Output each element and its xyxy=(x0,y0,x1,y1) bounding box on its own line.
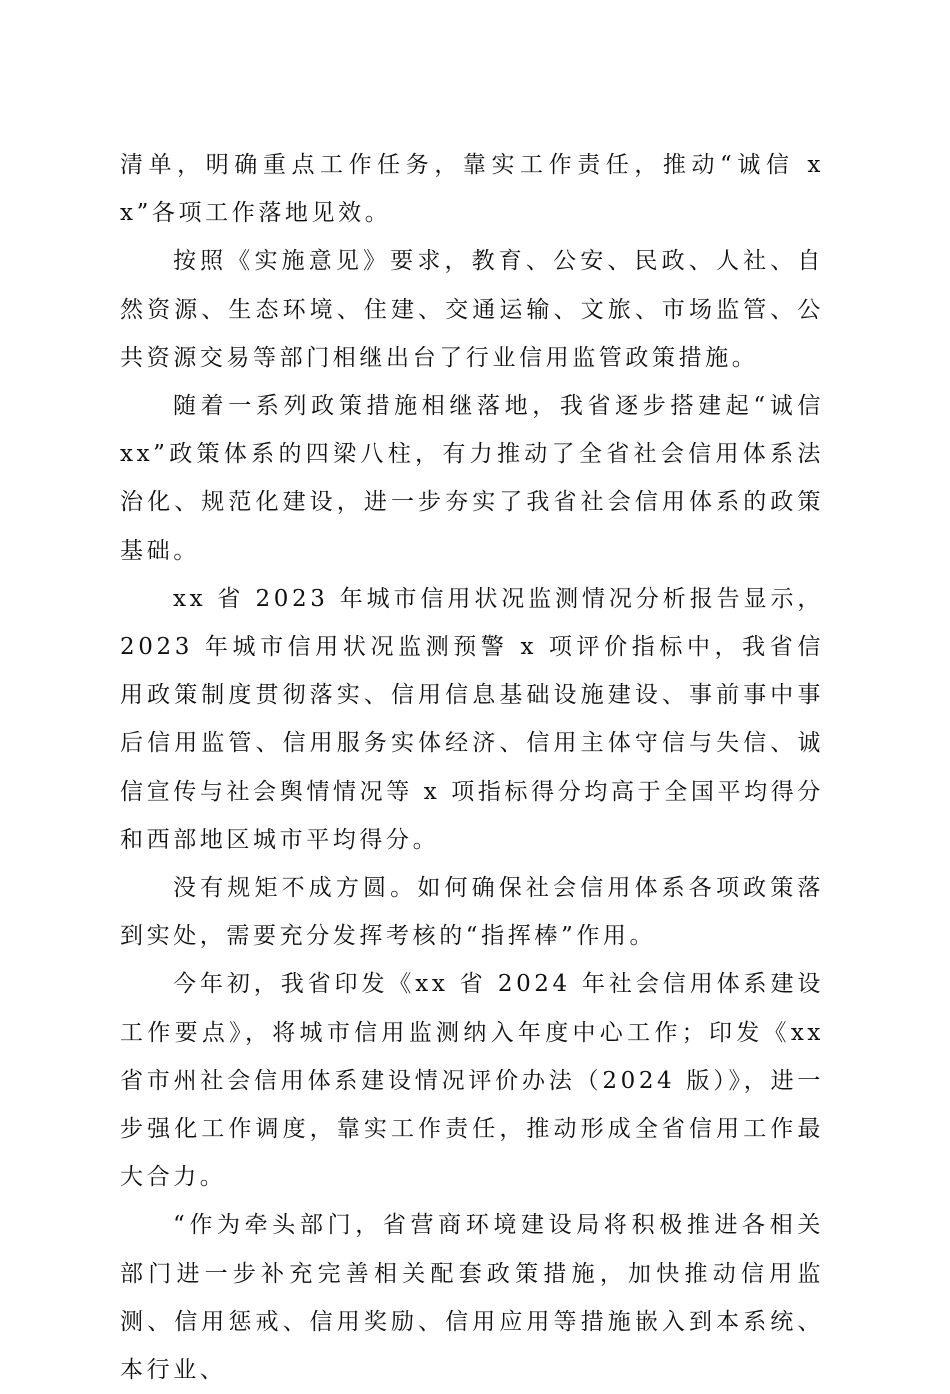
paragraph-work-points: 今年初，我省印发《xx 省 2024 年社会信用体系建设工作要点》，将城市信用监测纳入年度中心工作；印发《xx 省市州社会信用体系建设情况评价办法（2024 版）》，进一步强化工作调度，靠实工作责任，推动形成全省信用工作最大合力。 xyxy=(120,971,824,1191)
paragraph-quote: “作为牵头部门，省营商环境建设局将积极推进各相关部门进一步补充完善相关配套政策措施，加快推动信用监测、信用惩戒、信用奖励、信用应用等措施嵌入到本系统、本行业、 xyxy=(120,1212,824,1384)
paragraph-implementation-opinions: 按照《实施意见》要求，教育、公安、民政、人社、自然资源、生态环境、住建、交通运输、文旅、市场监管、公共资源交易等部门相继出台了行业信用监管政策措施。 xyxy=(120,248,824,371)
paragraph-assessment: 没有规矩不成方圆。如何确保社会信用体系各项政策落到实处，需要充分发挥考核的“指挥棒”作用。 xyxy=(120,875,824,950)
paragraph-policy-system: 随着一系列政策措施相继落地，我省逐步搭建起“诚信 xx”政策体系的四梁八柱，有力推动了全省社会信用体系法治化、规范化建设，进一步夯实了我省社会信用体系的政策基础。 xyxy=(120,393,824,564)
paragraph-monitoring-report: xx 省 2023 年城市信用状况监测情况分析报告显示，2023 年城市信用状况监测预警 x 项评价指标中，我省信用政策制度贯彻落实、信用信息基础设施建设、事前事中事后信用监管、信用服务实体经济、信用主体守信与失信、诚信宣传与社会舆情情况等 x 项指标得分均高于全国平均得分和西部地区城市平均得分。 xyxy=(120,585,824,853)
paragraph-continuation: 清单，明确重点工作任务，靠实工作责任，推动“诚信 xx”各项工作落地见效。 xyxy=(120,152,824,227)
document-body xyxy=(120,141,824,1394)
